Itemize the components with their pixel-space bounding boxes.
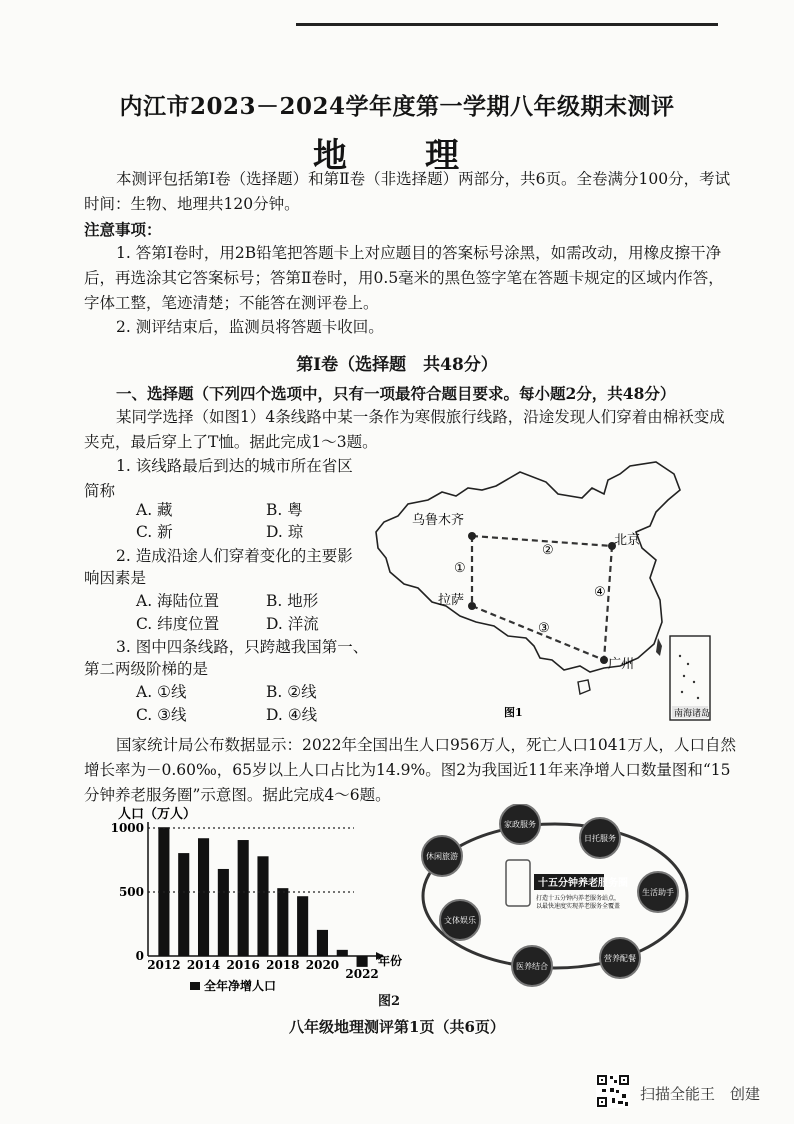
y-tick-0: 0 <box>135 949 144 963</box>
bar-2021 <box>337 950 348 956</box>
bar-2016 <box>238 840 249 956</box>
hainan-island <box>578 680 590 694</box>
question-stem-2: 国家统计局公布数据显示：2022年全国出生人口956万人，死亡人口1041万人，人口自然增长率为－0.60‰，65岁以上人口占比为14.9%。图2为我国近11年来净增人口数量图和“15分钟养老服务圈”示意图。据此完成4～6题。 <box>84 736 736 804</box>
x-tick-2016: 2016 <box>226 958 260 972</box>
city-label-beijing: 北京 <box>614 533 641 548</box>
city-label-urumqi: 乌鲁木齐 <box>412 513 465 528</box>
q3-line2: 第二两级阶梯的是 <box>84 660 209 678</box>
q1-line1: 1. 该线路最后到达的城市所在省区 <box>116 457 353 475</box>
page-footer: 八年级地理测评第1页（共6页） <box>289 1018 505 1036</box>
q3-option-c: C. ③线 <box>136 706 187 724</box>
chart-xticks <box>147 958 379 981</box>
q3-option-d: D. ④线 <box>266 706 318 724</box>
bar-2014 <box>198 838 209 956</box>
figure-1-caption: 图1 <box>504 706 523 719</box>
note-2: 2. 测评结束后，监测员将答题卡收回。 <box>116 318 384 336</box>
exam-title: 内江市2023－2024学年度第一学期八年级期末测评 <box>119 93 675 120</box>
section-title: 第Ⅰ卷（选择题 共48分） <box>296 355 498 375</box>
x-tick-2022: 2022 <box>345 967 379 981</box>
y-tick-1000: 1000 <box>110 821 144 835</box>
legend-swatch <box>190 982 200 990</box>
q1-option-a: A. 藏 <box>136 501 173 519</box>
bar-2015 <box>218 869 229 956</box>
top-rule <box>296 23 718 26</box>
qr-code-icon <box>596 1074 630 1108</box>
center-subtitle-1: 打造十五分钟内养老服务站点， <box>536 895 621 902</box>
lhasa-marker <box>468 602 476 610</box>
population-bar-chart <box>104 802 424 1010</box>
q3-option-a: A. ①线 <box>136 683 187 701</box>
daycare-label: 日托服务 <box>584 834 616 843</box>
leisure-travel-label: 休闲旅游 <box>426 852 458 861</box>
nutrition-meal-label: 营养配餐 <box>604 954 636 963</box>
medical-care-label: 医养结合 <box>516 962 548 971</box>
q3-option-b: B. ②线 <box>266 683 317 701</box>
chart-ylabel: 人口（万人） <box>118 807 197 822</box>
taiwan-island <box>656 638 662 656</box>
housekeeping-label: 家政服务 <box>504 820 536 829</box>
q2-line2: 响因素是 <box>84 569 147 587</box>
intro-text: 本测评包括第Ⅰ卷（选择题）和第Ⅱ卷（非选择题）两部分，共6页。全卷满分100分，考试时间：生物、地理共120分钟。 <box>84 170 731 213</box>
route-label-3: ③ <box>538 621 550 636</box>
notes-heading: 注意事项： <box>84 220 162 239</box>
scanner-watermark: 扫描全能王 创建 <box>640 1085 761 1103</box>
china-route-map <box>368 460 714 722</box>
life-assistant-label: 生活助手 <box>642 888 674 897</box>
q2-line1: 2. 造成沿途人们穿着变化的主要影 <box>116 547 353 565</box>
guangzhou-marker <box>600 656 608 664</box>
chart-legend-label: 全年净增人口 <box>204 979 277 993</box>
culture-entertainment-label: 文体娱乐 <box>444 916 476 925</box>
x-tick-2020: 2020 <box>305 958 340 972</box>
urumqi-marker <box>468 532 476 540</box>
phone-icon <box>506 860 530 906</box>
chart-yticks <box>111 821 144 963</box>
center-subtitle-2: 以最快速度实现养老服务全覆盖 <box>536 903 621 910</box>
q2-option-b: B. 地形 <box>266 592 319 610</box>
x-tick-2014: 2014 <box>186 958 221 972</box>
china-outline <box>376 462 680 672</box>
q3-line1: 3. 图中四条线路，只跨越我国第一、 <box>116 638 369 656</box>
q1-line2: 简称 <box>84 482 116 500</box>
inset-label: 南海诸岛 <box>674 709 711 719</box>
q1-option-d: D. 琼 <box>266 523 304 541</box>
route-label-2: ② <box>542 543 554 558</box>
bar-2022 <box>357 956 368 967</box>
note-1: 1. 答第Ⅰ卷时，用2B铅笔把答题卡上对应题目的答案标号涂黑，如需改动，用橡皮擦干净后，再选涂其它答案标号；答第Ⅱ卷时，用0.5毫米的黑色签字笔在答题卡规定的区域内作答，字体工整，笔迹清楚；不能答在测评卷上。 <box>84 244 724 312</box>
route-label-1: ① <box>454 561 466 576</box>
q2-option-a: A. 海陆位置 <box>136 592 220 610</box>
subject-title: 地 理 <box>313 136 481 176</box>
question-stem-1: 某同学选择（如图1）4条线路中某一条作为寒假旅行线路，沿途发现人们穿着由棉袄变成夹克，最后穿上了T恤。据此完成1～3题。 <box>84 408 725 451</box>
figure-2-caption: 图2 <box>378 994 401 1009</box>
bar-2020 <box>317 930 328 956</box>
y-tick-500: 500 <box>118 885 144 899</box>
route-4-line <box>604 546 612 660</box>
bar-2013 <box>178 853 189 956</box>
city-label-lhasa: 拉萨 <box>438 593 465 608</box>
center-title: 十五分钟养老服务圈 <box>538 878 628 889</box>
chart-xlabel: 年份 <box>378 954 403 968</box>
bar-2017 <box>257 856 268 956</box>
route-label-4: ④ <box>594 585 606 600</box>
bar-2018 <box>277 888 288 956</box>
inset-island-dots <box>679 655 699 699</box>
q2-option-c: C. 纬度位置 <box>136 615 220 633</box>
mc-heading: 一、选择题（下列四个选项中，只有一项最符合题目要求。每小题2分，共48分） <box>116 384 676 403</box>
q1-option-c: C. 新 <box>136 523 173 541</box>
x-tick-2012: 2012 <box>147 958 181 972</box>
q2-option-d: D. 洋流 <box>266 615 319 633</box>
bar-2019 <box>297 896 308 956</box>
q1-option-b: B. 粤 <box>266 501 303 519</box>
elderly-service-circle <box>410 804 700 990</box>
chart-bars <box>158 827 367 967</box>
x-tick-2018: 2018 <box>266 958 300 972</box>
city-label-guangzhou: 广州 <box>608 657 635 672</box>
